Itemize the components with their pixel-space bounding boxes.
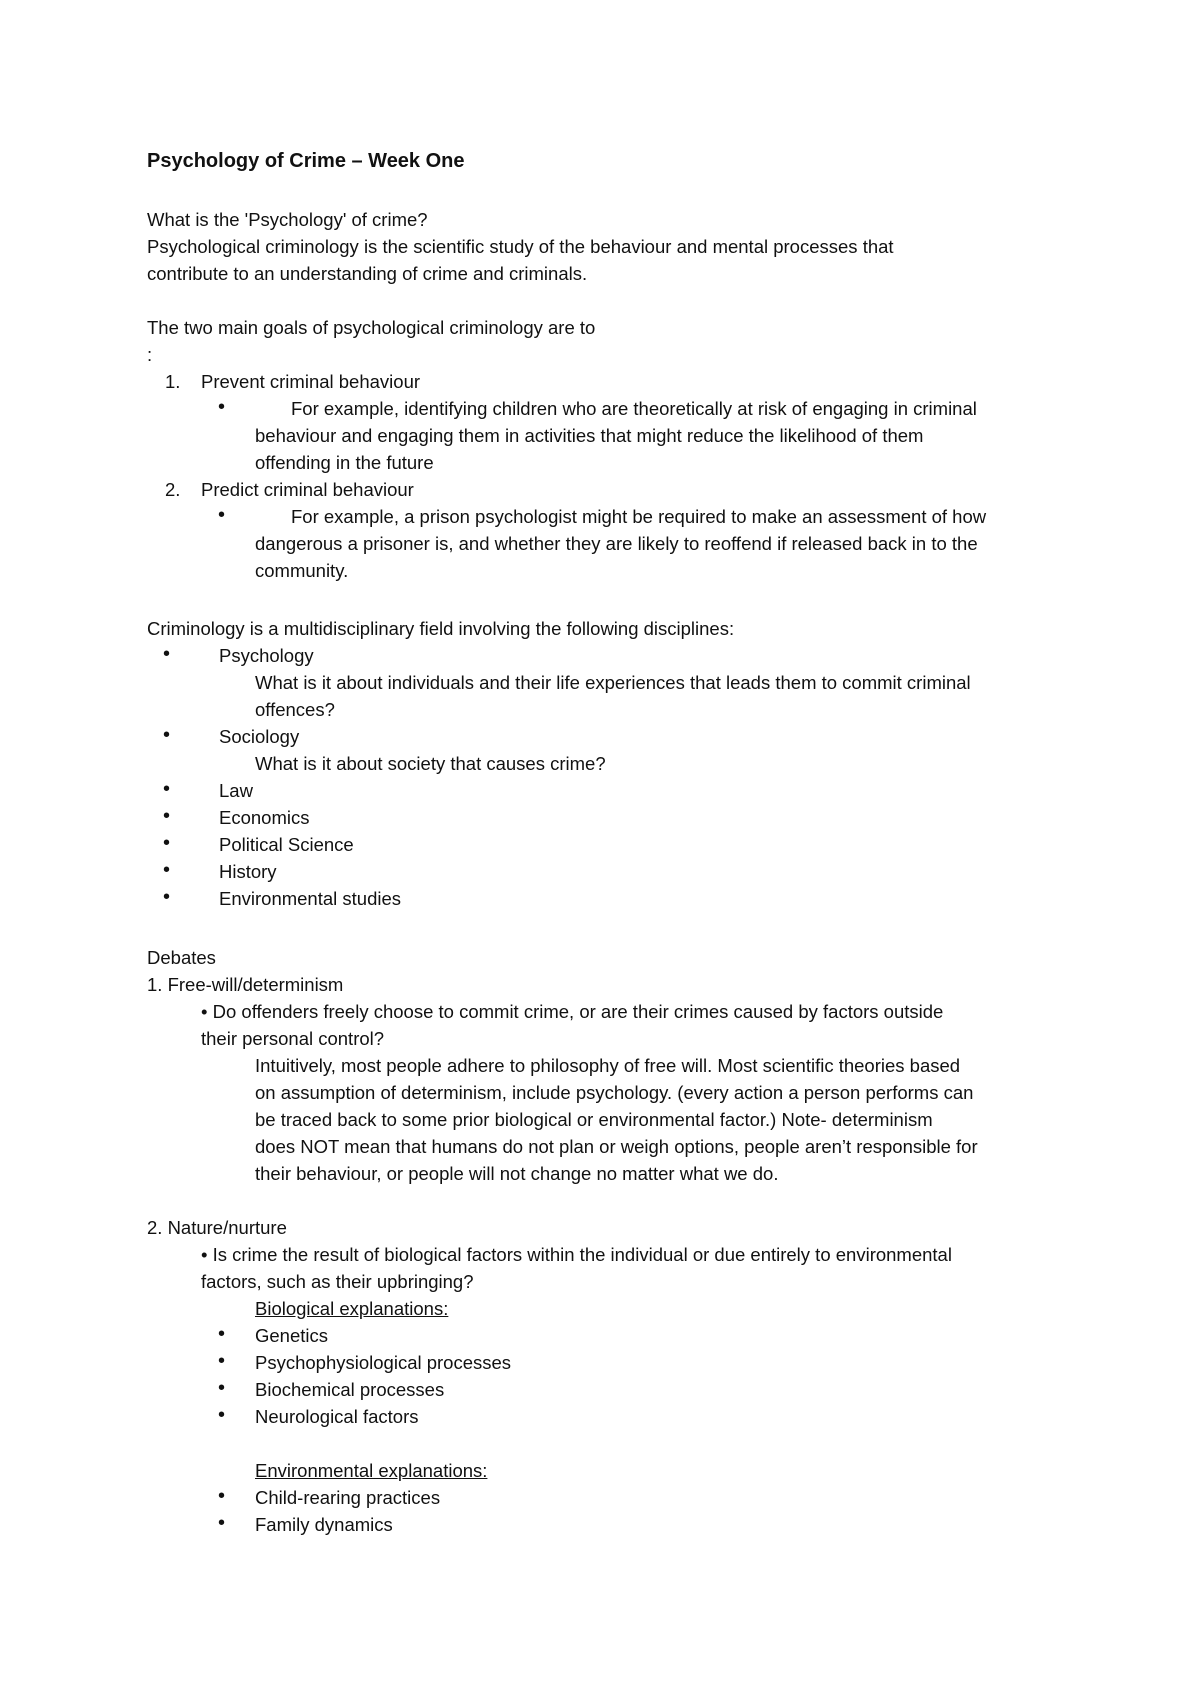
debate-2-heading: 2. Nature/nurture xyxy=(147,1217,287,1238)
goal-2-detail-line-2: dangerous a prisoner is, and whether they are likely to reoffend if released back in to the xyxy=(255,533,978,554)
intro-definition-line-1: Psychological criminology is the scientific study of the behaviour and mental processes that xyxy=(147,236,894,257)
environmental-item-family-dynamics: Family dynamics xyxy=(255,1514,393,1535)
goal-2-bullet: • xyxy=(218,504,226,526)
intro-question: What is the 'Psychology' of crime? xyxy=(147,209,428,230)
discipline-bullet: • xyxy=(163,805,171,827)
debates-heading: Debates xyxy=(147,947,216,968)
biological-item-neurological: Neurological factors xyxy=(255,1406,419,1427)
discipline-bullet: • xyxy=(163,886,171,908)
discipline-economics: Economics xyxy=(219,807,310,828)
environmental-bullet: • xyxy=(218,1485,226,1507)
discipline-psychology: Psychology xyxy=(219,645,314,666)
debate-2-question-line-2: factors, such as their upbringing? xyxy=(201,1271,474,1292)
biological-item-biochemical: Biochemical processes xyxy=(255,1379,445,1400)
goals-colon: : xyxy=(147,344,153,365)
environmental-explanations-heading: Environmental explanations: xyxy=(255,1460,488,1481)
goal-1-detail-line-1: For example, identifying children who are theoretically at risk of engaging in criminal xyxy=(291,398,977,419)
goal-1-detail-line-3: offending in the future xyxy=(255,452,434,473)
goals-lead: The two main goals of psychological criminology are to xyxy=(147,317,596,338)
debate-1-body-line-5: their behaviour, or people will not change no matter what we do. xyxy=(255,1163,779,1184)
discipline-psychology-detail-1: What is it about individuals and their life experiences that leads them to commit criminal xyxy=(255,672,971,693)
goal-2-detail-line-3: community. xyxy=(255,560,349,581)
environmental-item-child-rearing: Child-rearing practices xyxy=(255,1487,441,1508)
goal-2-number: 2. xyxy=(165,479,181,500)
intro-definition-line-2: contribute to an understanding of crime and criminals. xyxy=(147,263,588,284)
debate-1-body-line-1: Intuitively, most people adhere to philosophy of free will. Most scientific theories based xyxy=(255,1055,961,1076)
discipline-political-science: Political Science xyxy=(219,834,354,855)
biological-explanations-heading: Biological explanations: xyxy=(255,1298,449,1319)
discipline-sociology: Sociology xyxy=(219,726,300,747)
biological-bullet: • xyxy=(218,1377,226,1399)
discipline-history: History xyxy=(219,861,277,882)
discipline-bullet: • xyxy=(163,724,171,746)
discipline-bullet: • xyxy=(163,643,171,665)
discipline-bullet: • xyxy=(163,778,171,800)
discipline-bullet: • xyxy=(163,859,171,881)
disciplines-lead: Criminology is a multidisciplinary field involving the following disciplines: xyxy=(147,618,735,639)
debate-1-heading: 1. Free-will/determinism xyxy=(147,974,344,995)
biological-item-psychophysiological: Psychophysiological processes xyxy=(255,1352,512,1373)
goal-1-number: 1. xyxy=(165,371,181,392)
biological-bullet: • xyxy=(218,1323,226,1345)
goal-1-label: Prevent criminal behaviour xyxy=(201,371,421,392)
document-title: Psychology of Crime – Week One xyxy=(147,150,465,172)
discipline-psychology-detail-2: offences? xyxy=(255,699,335,720)
goal-2-detail-line-1: For example, a prison psychologist might be required to make an assessment of how xyxy=(291,506,987,527)
environmental-bullet: • xyxy=(218,1512,226,1534)
goal-2-label: Predict criminal behaviour xyxy=(201,479,414,500)
discipline-sociology-detail-1: What is it about society that causes crime? xyxy=(255,753,606,774)
debate-1-question-line-1: • Do offenders freely choose to commit crime, or are their crimes caused by factors outside xyxy=(201,1001,944,1022)
biological-item-genetics: Genetics xyxy=(255,1325,329,1346)
discipline-law: Law xyxy=(219,780,253,801)
debate-1-body-line-2: on assumption of determinism, include psychology. (every action a person performs can xyxy=(255,1082,974,1103)
goal-1-detail-line-2: behaviour and engaging them in activities that might reduce the likelihood of them xyxy=(255,425,924,446)
debate-2-question-line-1: • Is crime the result of biological factors within the individual or due entirely to environmental xyxy=(201,1244,952,1265)
discipline-bullet: • xyxy=(163,832,171,854)
debate-1-body-line-4: does NOT mean that humans do not plan or weigh options, people aren’t responsible for xyxy=(255,1136,978,1157)
biological-bullet: • xyxy=(218,1404,226,1426)
goal-1-bullet: • xyxy=(218,396,226,418)
discipline-environmental-studies: Environmental studies xyxy=(219,888,402,909)
debate-1-question-line-2: their personal control? xyxy=(201,1028,385,1049)
biological-bullet: • xyxy=(218,1350,226,1372)
debate-1-body-line-3: be traced back to some prior biological or environmental factor.) Note- determinism xyxy=(255,1109,933,1130)
